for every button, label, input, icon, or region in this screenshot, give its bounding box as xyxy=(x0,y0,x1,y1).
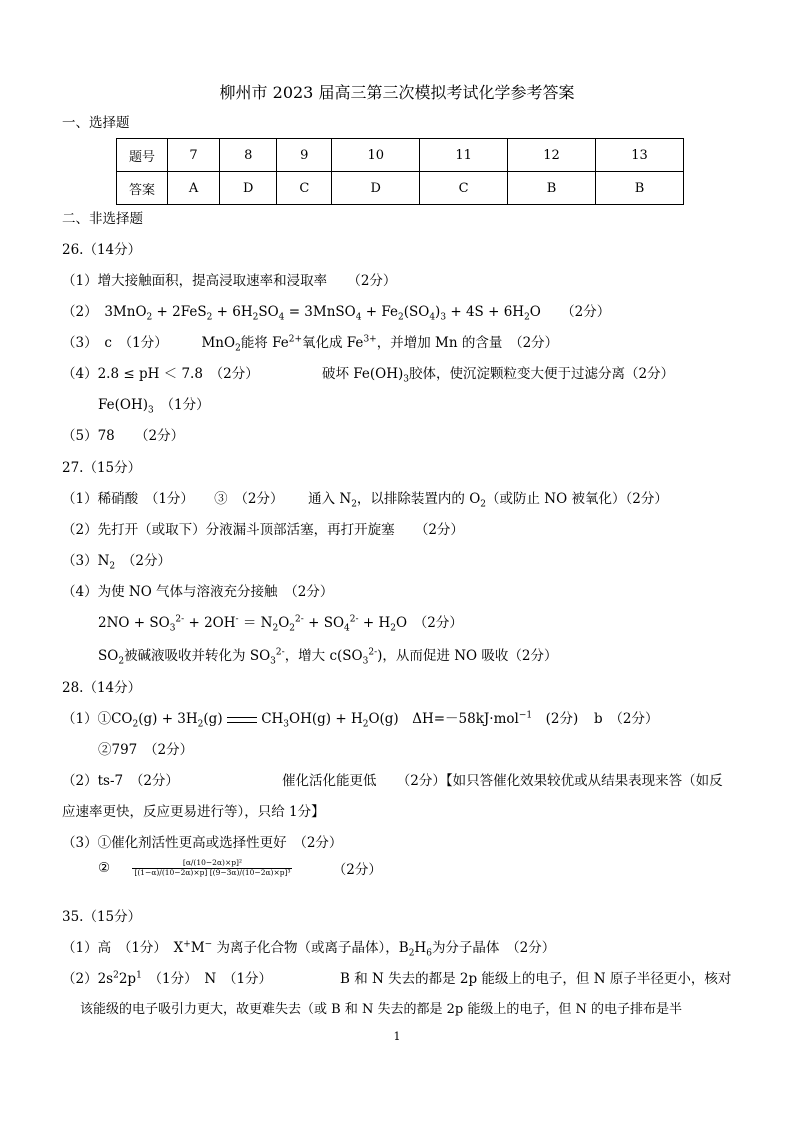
question-number: 9 xyxy=(277,139,332,172)
table-row-questions xyxy=(117,139,684,172)
answer-letter: D xyxy=(332,172,420,205)
question-number: 7 xyxy=(168,139,220,172)
answer-letter: C xyxy=(420,172,508,205)
q27-answer-1: （1）稀硝酸 （1分） ③ （2分） 通入 $N_2$，以排除装置内的 $O_2$（或防止 NO 被氧化）（2分） xyxy=(62,491,668,510)
q26-answer-3: （3） c （1分） MnO$_2$能将 $Fe^{2+}$氧化成 $Fe^{3+}$，并增加 Mn 的含量 （2分） xyxy=(62,334,559,354)
q28-heading: 28.（14分） xyxy=(62,680,142,696)
q35-answer-2b: B 和 N 失去的都是 2p 能级上的电子，但 N 原子半径更小，核对 xyxy=(340,971,732,987)
q35-answer-1: （1）高 （1分） X+M− 为离子化合物（或离子晶体），$B_2H_6$为分子晶体 （2分） xyxy=(62,939,556,959)
q27-answer-2: （2）先打开（或取下）分液漏斗顶部活塞，再打开旋塞 （2分） xyxy=(62,522,464,538)
q26-answer-4a: （4）2.8 ≤ pH ＜ 7.8 （2分） xyxy=(62,366,259,382)
answer-table xyxy=(116,138,684,205)
q35-heading: 35.（15分） xyxy=(62,909,142,925)
q28-answer-1b: b （2分） xyxy=(594,711,659,727)
q26-answer-1: （1）增大接触面积，提高浸取速率和浸取率 （2分） xyxy=(62,273,397,289)
q28-answer-1: $(1)①CO_2(g) + 3H_2(g) CH_3OH(g) + H_2O(g)$ ΔH=－58kJ·mol$^{-1}$ (2分) xyxy=(62,710,579,730)
q26-answer-4b: 破坏 $Fe(OH)_3$胶体，使沉淀颗粒变大便于过滤分离（2分） xyxy=(322,366,675,385)
q27-explanation: $SO_2$被碱液吸收并转化为 $SO_3^{2-}$，增大 $c(SO_3^{2-})$，从而促进 NO 吸收（2分） xyxy=(98,647,558,667)
section-choice-heading: 一、选择题 xyxy=(62,115,130,131)
q35-answer-2a: $(2)2s^22p^1$ （1分） N （1分） xyxy=(62,970,273,987)
question-number: 12 xyxy=(508,139,596,172)
row-label-question: 题号 xyxy=(117,139,168,172)
section-nonchoice-heading: 二、非选择题 xyxy=(62,211,143,227)
q26-answer-2: （2） $3MnO_2 + 2FeS_2 + 6H_2SO_4$ = 3MnSO$_4$ + $Fe_2(SO_4)_3 + 4S + 6H_2O$ （2分） xyxy=(62,304,611,323)
question-number: 13 xyxy=(596,139,684,172)
question-number: 8 xyxy=(220,139,277,172)
answer-letter: B xyxy=(596,172,684,205)
answer-letter: D xyxy=(220,172,277,205)
q28-kp-expression: ② $\frac{\text{[α/(10−2α)×p]²}}{\text{[(1−α)/(10−2α)×p] [(9−3α)/(10−2α)×p]³}}$ （2分） xyxy=(98,858,382,878)
q35-answer-2c: 该能级的电子吸引力更大，故更难失去（或 B 和 N 失去的都是 2p 能级上的电子，但 N 的电子排布是半 xyxy=(80,1002,682,1017)
page-number: 1 xyxy=(393,1030,401,1043)
q28-answer-2a: （2）ts-7 （2分） xyxy=(62,773,179,789)
answer-letter: A xyxy=(168,172,220,205)
answer-letter: B xyxy=(508,172,596,205)
q27-heading: 27.（15分） xyxy=(62,460,142,476)
q26-heading: 26.（14分） xyxy=(62,242,142,258)
question-number: 10 xyxy=(332,139,420,172)
question-number: 11 xyxy=(420,139,508,172)
q28-answer-1c: ②797 （2分） xyxy=(98,742,194,758)
q27-answer-3: $(3)N_2$ （2分） xyxy=(62,553,171,572)
row-label-answer: 答案 xyxy=(117,172,168,205)
q27-equation: $2NO + SO_3^{2-} + 2OH^- = N_2O_2^{2-} + SO_4^{2-} + H_2O$ （2分） xyxy=(98,614,463,634)
q26-answer-5: （5）78 （2分） xyxy=(62,428,185,444)
q27-answer-4: （4）为使 NO 气体与溶液充分接触 （2分） xyxy=(62,584,334,600)
kp-fraction: $\frac{\text{[α/(10−2α)×p]²}}{\text{[(1−α)/(10−2α)×p] [(9−3α)/(10−2α)×p]³}}$ xyxy=(134,858,291,877)
q28-answer-3: （3）①催化剂活性更高或选择性更好 （2分） xyxy=(62,835,343,851)
answer-letter: C xyxy=(277,172,332,205)
table-row-answers xyxy=(117,172,684,205)
q28-answer-2c: 应速率更快，反应更易进行等），只给 1分】 xyxy=(62,804,325,820)
equilibrium-arrow-icon xyxy=(227,716,257,724)
q26-answer-4c: $Fe(OH)_3$ （1分） xyxy=(98,397,210,416)
page-title: 柳州市 2023 届高三第三次模拟考试化学参考答案 xyxy=(219,83,575,102)
q28-answer-2b: 催化活化能更低 （2分）【如只答催化效果较优或从结果表现来答（如反 xyxy=(282,773,723,789)
